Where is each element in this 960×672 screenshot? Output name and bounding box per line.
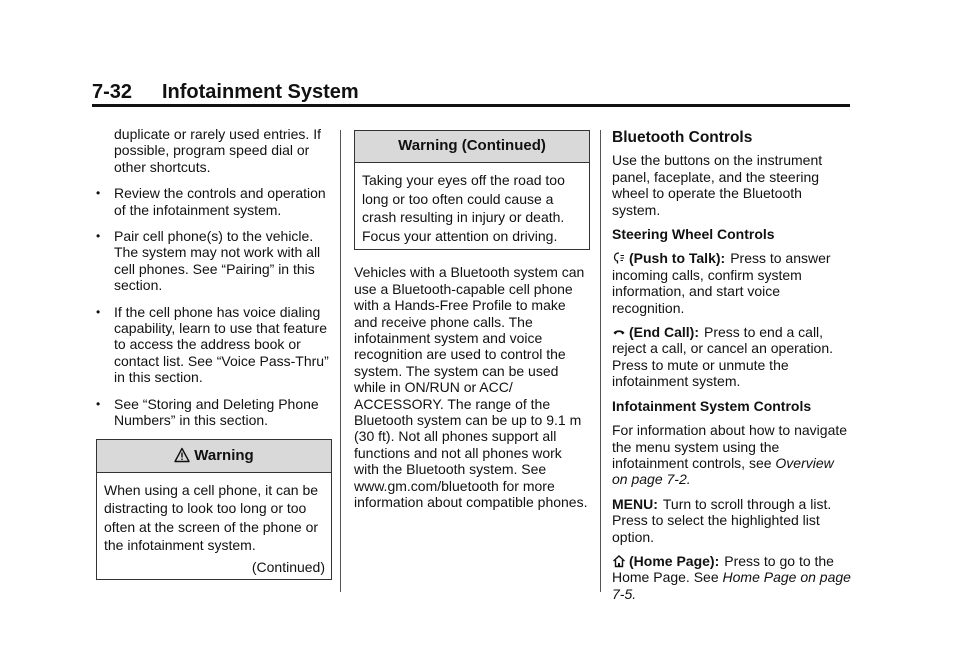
info-text: For information about how to navigate the menu system using the infotainment controls, see (612, 422, 848, 471)
list-item (96, 228, 332, 294)
column-right (612, 126, 852, 610)
bluetooth-paragraph: Vehicles with a Bluetooth system can use a Bluetooth-capable cell phone with a Hands-Free Profile to make and receive phone calls. The infotainment system and voice recognition are used to control the system. The system can be used while in ON/RUN or ACC/ ACCESSORY. The range of the Bluetooth system can be up to 9.1 m (30 ft). Not all phones support all functions and not all phones work with the Bluetooth system. See www.gm.com/bluetooth for more information about compatible phones. (354, 264, 588, 511)
push-to-talk-icon (612, 251, 626, 265)
list-item-text: See “Storing and Deleting Phone Numbers” in this section. (114, 395, 319, 429)
bullet-icon: • (96, 396, 101, 411)
home-entry (612, 553, 852, 602)
warning-title-text: Warning (194, 446, 254, 464)
section-heading: Bluetooth Controls (612, 129, 753, 146)
column-divider (340, 130, 341, 592)
end-call-label: (End Call): (629, 324, 699, 341)
push-to-talk-entry (612, 250, 852, 316)
page-number: 7-32 (92, 81, 133, 103)
bullet-icon: • (96, 186, 101, 201)
home-icon (612, 554, 626, 568)
warning-body: Taking your eyes off the road too long or too often could cause a crash resulting in injury or death. Focus your attention on driving. (362, 172, 565, 244)
info-paragraph (612, 422, 852, 488)
warning-box (96, 439, 332, 581)
end-call-icon (612, 325, 626, 339)
warning-box-continued (354, 130, 590, 250)
section-title: Infotainment System (162, 81, 359, 103)
warning-title (97, 440, 331, 473)
header-rule (92, 104, 850, 107)
home-reference: Home Page on page 7-5. (612, 569, 851, 602)
list-item (96, 304, 332, 386)
list-item-text: Pair cell phone(s) to the vehicle. The system may not work with all cell phones. See “Pairing” in this section. (114, 228, 321, 294)
warning-title: Warning (Continued) (355, 131, 589, 163)
continued-text: duplicate or rarely used entries. If possible, program speed dial or other shortcuts. (114, 126, 321, 175)
push-to-talk-label: (Push to Talk): (629, 250, 726, 267)
bullet-icon: • (96, 304, 101, 319)
home-label: (Home Page): (629, 552, 720, 569)
column-middle (354, 126, 590, 511)
column-left (96, 126, 332, 580)
warning-continued: (Continued) (251, 558, 325, 575)
home-text: Press to go to the Home Page. See (612, 552, 834, 586)
column-divider (600, 130, 601, 592)
list-item-text: If the cell phone has voice dialing capability, learn to use that feature to access the address book or contact list. See “Voice Pass-Thru” in this section. (114, 303, 329, 386)
warning-body: When using a cell phone, it can be distracting to look too long or too often at the screen of the phone or the infotainment system. (104, 481, 319, 554)
push-to-talk-text: Press to answer incoming calls, confirm system information, and start voice recognition. (612, 250, 831, 316)
subheading-steering: Steering Wheel Controls (612, 226, 775, 243)
bullet-icon: • (96, 229, 101, 244)
end-call-entry (612, 324, 852, 390)
warning-icon (174, 447, 190, 463)
menu-entry (612, 496, 852, 545)
overview-reference: Overview on page 7-2. (612, 454, 834, 488)
list-item (96, 185, 332, 218)
menu-text: Turn to scroll through a list. Press to select the highlighted list option. (612, 495, 832, 545)
end-call-text: Press to end a call, reject a call, or cancel an operation. Press to mute or unmute the infotainment system. (612, 324, 834, 390)
page-header (92, 80, 850, 104)
list-item-text: Review the controls and operation of the infotainment system. (114, 185, 326, 218)
list-item (96, 396, 332, 429)
subheading-infotainment: Infotainment System Controls (612, 397, 812, 414)
intro-paragraph: Use the buttons on the instrument panel, faceplate, and the steering wheel to operate the Bluetooth system. (612, 152, 823, 218)
menu-label: MENU: (612, 495, 658, 512)
